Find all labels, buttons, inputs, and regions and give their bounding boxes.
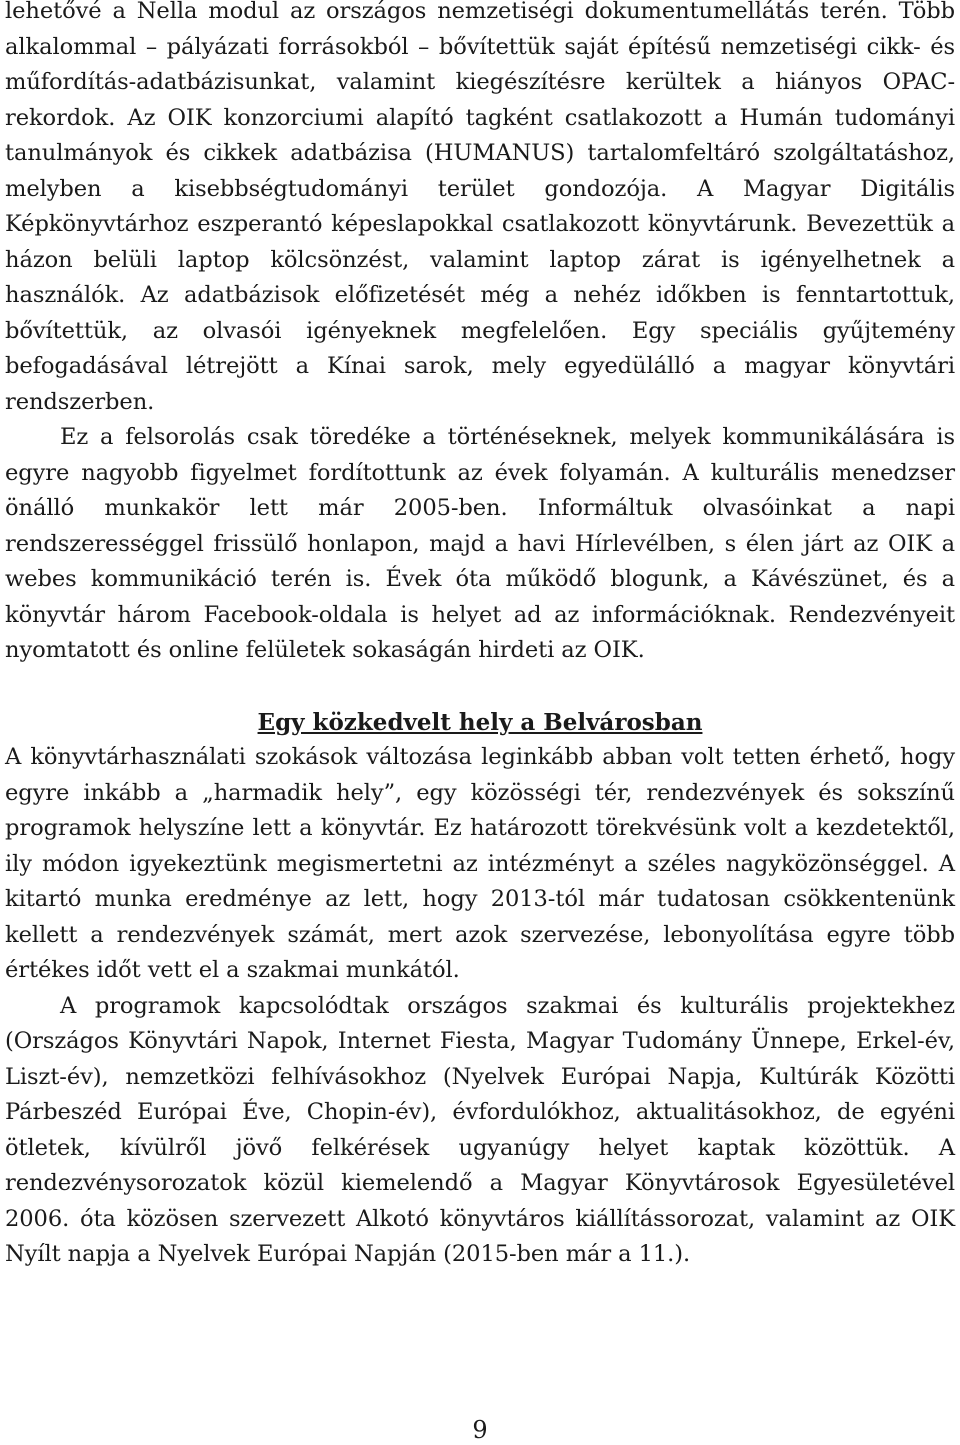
paragraph-harmadik-hely: A könyvtárhasználati szokások változása leginkább abban volt tetten érhető, hogy egyre inkább a „harmadik hely”, egy közösségi tér, rendezvények és sokszínű programok helyszíne lett a könyvtár. Ez határozott törekvésünk volt a kezdetektől, ily módon igyekeztünk megismertetni az intézményt a széles nagyközönséggel. A kitartó munka eredménye az lett, hogy 2013-tól már tudatosan csökkentenünk kellett a rendezvények számát, mert azok szervezése, lebonyolítása egyre több értékes időt vett el a szakmai munkától. xyxy=(5,744,955,983)
document-page xyxy=(5,0,955,1273)
paragraph-kommunikacio: Ez a felsorolás csak töredéke a történéseknek, melyek kommunikálására is egyre nagyobb figyelmet fordítottunk az évek folyamán. A kulturális menedzser önálló munkakör lett már 2005-ben. Informáltuk olvasóinkat a napi rendszerességgel frissülő honlapon, majd a havi Hírlevélben, s élen járt az OIK a webes kommunikáció terén is. Évek óta működő blogunk, a Kávészünet, és a könyvtár három Facebook-oldala is helyet ad az információknak. Rendezvényeit nyomtatott és online felületek sokaságán hirdeti az OIK. xyxy=(5,424,955,663)
paragraph-nemzetisegi-dokumentumellatas: lehetővé a Nella modul az országos nemzetiségi dokumentumellátás terén. Több alkalommal – pályázati forrásokból – bővítettük saját építésű nemzetiségi cikk- és műfordítás-adatbázisunkat, valamint kiegészítésre kerültek a hiányos OPAC-rekordok. Az OIK konzorciumi alapító tagként csatlakozott a Humán tudományi tanulmányok és cikkek adatbázisa (HUMANUS) tartalomfeltáró szolgáltatáshoz, melyben a kisebbségtudományi terület gondozója. A Magyar Digitális Képkönyvtárhoz eszperantó képeslapokkal csatlakozott könyvtárunk. Bevezettük a házon belüli laptop kölcsönzést, valamint laptop zárat is igényelhetnek a használók. Az adatbázisok előfizetését még a nehéz időkben is fenntartottuk, bővítettük, az olvasói igényeknek megfelelően. Egy speciális gyűjtemény befogadásával létrejött a Kínai sarok, mely egyedülálló a magyar könyvtári rendszerben. xyxy=(5,0,955,415)
section-heading: Egy közkedvelt hely a Belvárosban xyxy=(257,708,703,736)
paragraph-programok: A programok kapcsolódtak országos szakmai és kulturális projektekhez (Országos Könyvtári Napok, Internet Fiesta, Magyar Tudomány Ünnepe, Erkel-év, Liszt-év), nemzetközi felhívásokhoz (Nyelvek Európai Napja, Kultúrák Közötti Párbeszéd Európai Éve, Chopin-év), évfordulókhoz, aktualitásokhoz, de egyéni ötletek, kívülről jövő felkérések ugyanúgy helyet kaptak közöttük. A rendezvénysorozatok közül kiemelendő a Magyar Könyvtárosok Egyesületével 2006. óta közösen szervezett Alkotó könyvtáros kiállítássorozat, valamint az OIK Nyílt napja a Nyelvek Európai Napján (2015-ben már a 11.). xyxy=(5,992,955,1267)
page-number: 9 xyxy=(472,1416,488,1444)
section-spacer xyxy=(5,669,955,705)
